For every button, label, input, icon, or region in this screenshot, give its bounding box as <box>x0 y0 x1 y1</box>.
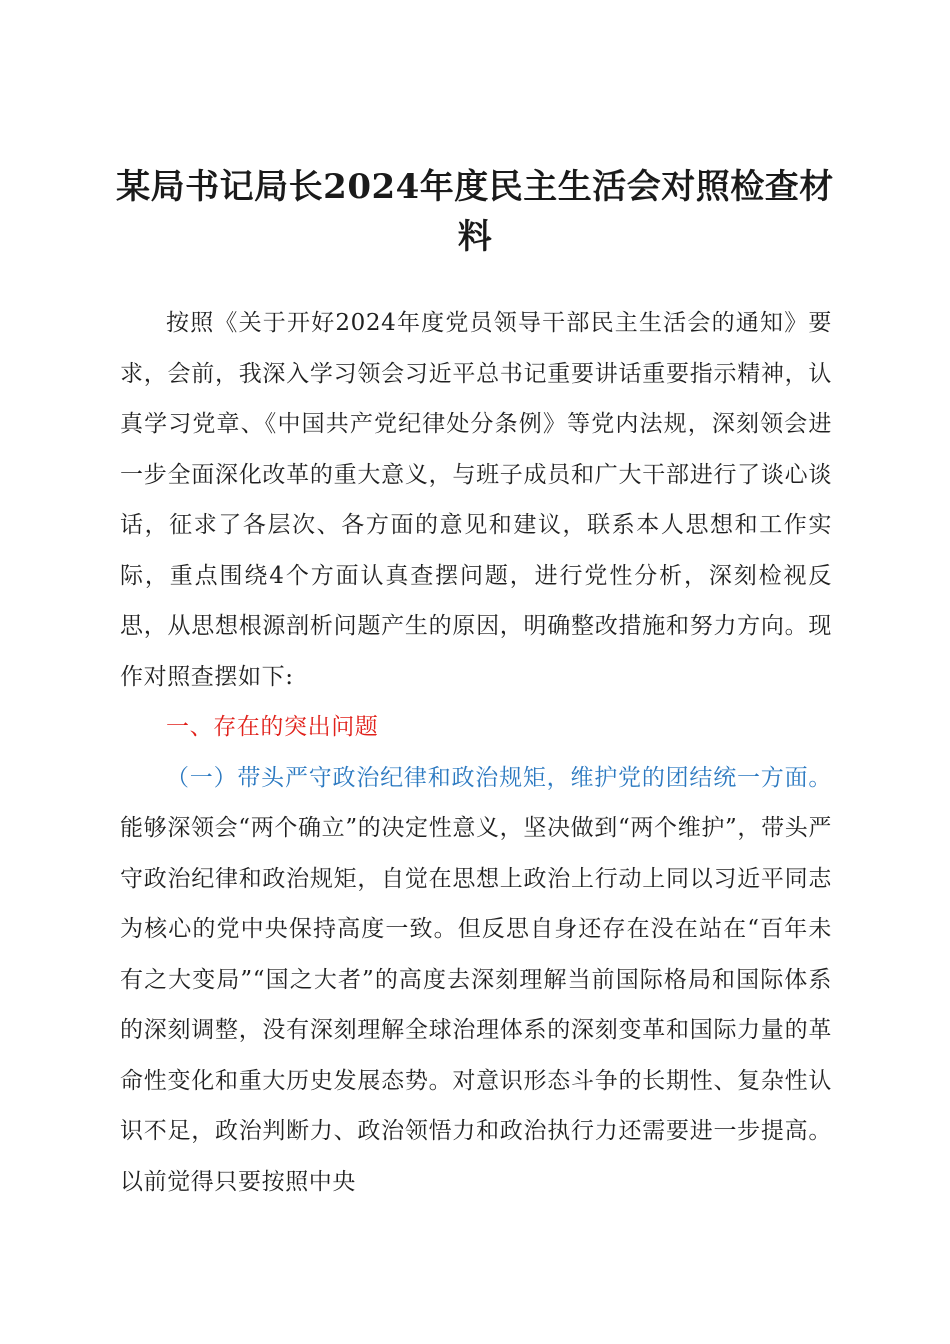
document-title: 某局书记局长2024年度民主生活会对照检查材料 <box>116 167 834 257</box>
subsection-body-text: 能够深领会“两个确立”的决定性意义，坚决做到“两个维护”，带头严守政治纪律和政治规矩，自觉在思想上政治上行动上同以习近平同志为核心的党中央保持高度一致。但反思自身还存在没在站在“百年未有之大变局”“国之大者”的高度去深刻理解当前国际格局和国际体系的深刻调整，没有深刻理解全球治理体系的深刻变革和国际力量的革命性变化和重大历史发展态势。对意识形态斗争的长期性、复杂性认识不足，政治判断力、政治领悟力和政治执行力还需要进一步提高。以前觉得只要按照中央 <box>120 815 832 1195</box>
subsection-heading-political-discipline: （一）带头严守政治纪律和政治规矩，维护党的团结统一方面。 <box>166 764 832 791</box>
document-body <box>120 298 832 1207</box>
subsection-paragraph <box>120 753 832 1208</box>
section-heading-problems: 一、存在的突出问题 <box>166 714 379 740</box>
intro-paragraph: 按照《关于开好2024年度党员领导干部民主生活会的通知》要求，会前，我深入学习领会习近平总书记重要讲话重要指示精神，认真学习党章、《中国共产党纪律处分条例》等党内法规，深刻领会进一步全面深化改革的重大意义，与班子成员和广大干部进行了谈心谈话，征求了各层次、各方面的意见和建议，联系本人思想和工作实际，重点围绕4个方面认真查摆问题，进行党性分析，深刻检视反思，从思想根源剖析问题产生的原因，明确整改措施和努力方向。现作对照查摆如下: <box>120 310 832 690</box>
